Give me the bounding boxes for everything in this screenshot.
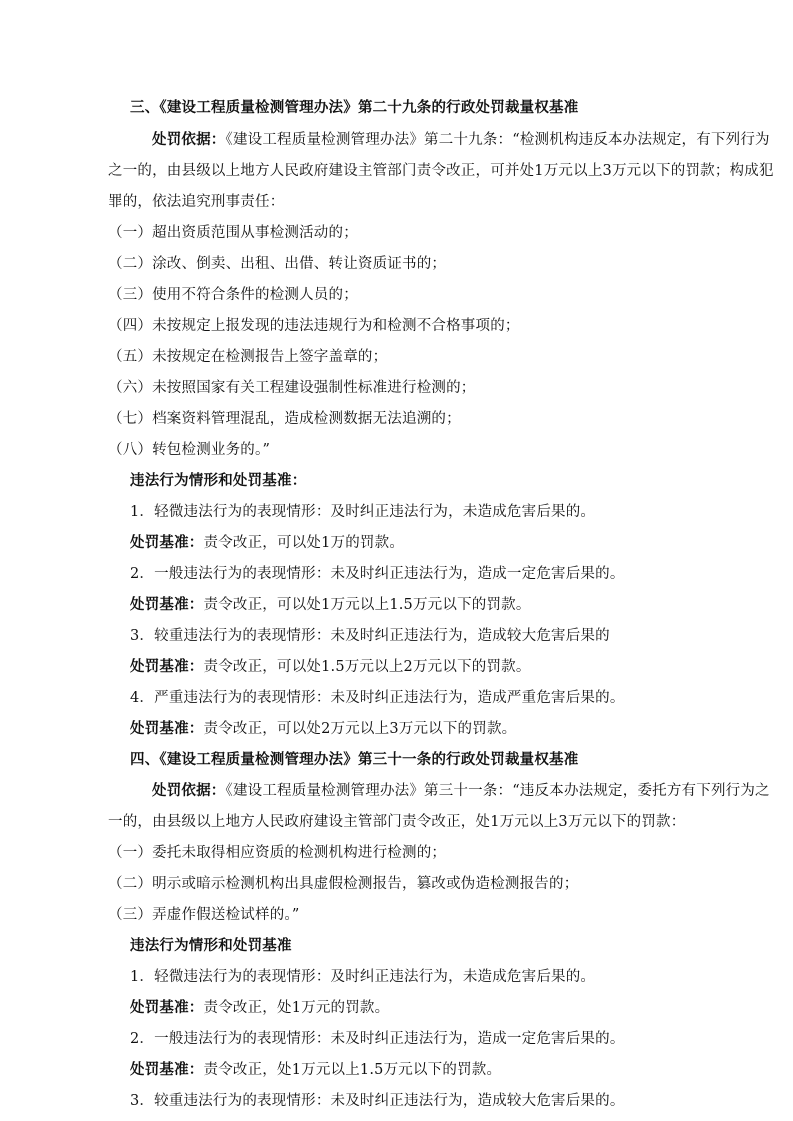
basis-text: 《建设工程质量检测管理办法》第二十九条：“检测机构违反本办法规定，有下列行为 xyxy=(225,132,770,148)
case-situation: 4．严重违法行为的表现情形：未及时纠正违法行为，造成严重危害后果的。 xyxy=(130,690,625,706)
case-situation: 2．一般违法行为的表现情形：未及时纠正违法行为，造成一定危害后果的。 xyxy=(130,566,625,582)
penalty-text: 责令改正，可以处1万的罚款。 xyxy=(203,535,405,551)
list-item: （八）转包检测业务的。” xyxy=(108,442,271,458)
list-item: （二）明示或暗示检测机构出具虚假检测报告，篡改或伪造检测报告的； xyxy=(108,876,579,892)
case-situation: 2．一般违法行为的表现情形：未及时纠正违法行为，造成一定危害后果的。 xyxy=(130,1031,625,1047)
case-penalty xyxy=(130,593,531,614)
basis-label: 处罚依据： xyxy=(152,132,226,148)
basis-continuation: 之一的，由县级以上地方人民政府建设主管部门责令改正，可并处1万元以上3万元以下的罚款；构成犯 xyxy=(108,163,774,179)
list-item: （三）弄虚作假送检试样的。” xyxy=(108,907,300,923)
penalty-text: 责令改正，处1万元的罚款。 xyxy=(203,1000,390,1016)
basis-line xyxy=(152,128,770,149)
penalty-label: 处罚基准： xyxy=(130,535,204,551)
section-heading: 三、《建设工程质量检测管理办法》第二十九条的行政处罚裁量权基准 xyxy=(130,100,579,116)
case-penalty xyxy=(130,996,389,1017)
penalty-text: 责令改正，可以处1万元以上1.5万元以下的罚款。 xyxy=(203,597,531,613)
case-situation: 3．较重违法行为的表现情形：未及时纠正违法行为，造成较大危害后果的 xyxy=(130,628,610,644)
list-item: （五）未按规定在检测报告上签字盖章的； xyxy=(108,349,388,365)
list-item: （三）使用不符合条件的检测人员的； xyxy=(108,287,358,303)
basis-line xyxy=(152,779,770,800)
case-penalty xyxy=(130,531,404,552)
subheading: 违法行为情形和处罚基准： xyxy=(130,473,307,489)
case-penalty xyxy=(130,717,516,738)
case-penalty xyxy=(130,655,531,676)
basis-text: 《建设工程质量检测管理办法》第三十一条：“违反本办法规定，委托方有下列行为之 xyxy=(225,783,770,799)
case-situation: 1．轻微违法行为的表现情形：及时纠正违法行为，未造成危害后果的。 xyxy=(130,504,596,520)
basis-continuation: 一的，由县级以上地方人民政府建设主管部门责令改正，处1万元以上3万元以下的罚款： xyxy=(108,814,686,830)
list-item: （七）档案资料管理混乱，造成检测数据无法追溯的； xyxy=(108,411,461,427)
penalty-label: 处罚基准： xyxy=(130,1062,204,1078)
list-item: （二）涂改、倒卖、出租、出借、转让资质证书的； xyxy=(108,256,447,272)
list-item: （一）超出资质范围从事检测活动的； xyxy=(108,225,358,241)
penalty-label: 处罚基准： xyxy=(130,659,204,675)
case-situation: 3．较重违法行为的表现情形：未及时纠正违法行为，造成较大危害后果的。 xyxy=(130,1093,625,1109)
section-heading: 四、《建设工程质量检测管理办法》第三十一条的行政处罚裁量权基准 xyxy=(130,752,579,768)
penalty-text: 责令改正，处1万元以上1.5万元以下的罚款。 xyxy=(203,1062,502,1078)
case-situation: 1．轻微违法行为的表现情形：及时纠正违法行为，未造成危害后果的。 xyxy=(130,969,596,985)
case-penalty xyxy=(130,1058,501,1079)
list-item: （四）未按规定上报发现的违法违规行为和检测不合格事项的； xyxy=(108,318,520,334)
list-item: （六）未按照国家有关工程建设强制性标准进行检测的； xyxy=(108,380,476,396)
basis-label: 处罚依据： xyxy=(152,783,226,799)
penalty-label: 处罚基准： xyxy=(130,1000,204,1016)
list-item: （一）委托未取得相应资质的检测机构进行检测的； xyxy=(108,845,447,861)
penalty-text: 责令改正，可以处2万元以上3万元以下的罚款。 xyxy=(203,721,517,737)
subheading: 违法行为情形和处罚基准 xyxy=(130,938,292,954)
basis-continuation: 罪的，依法追究刑事责任： xyxy=(108,194,285,210)
penalty-label: 处罚基准： xyxy=(130,721,204,737)
penalty-text: 责令改正，可以处1.5万元以上2万元以下的罚款。 xyxy=(203,659,531,675)
penalty-label: 处罚基准： xyxy=(130,597,204,613)
